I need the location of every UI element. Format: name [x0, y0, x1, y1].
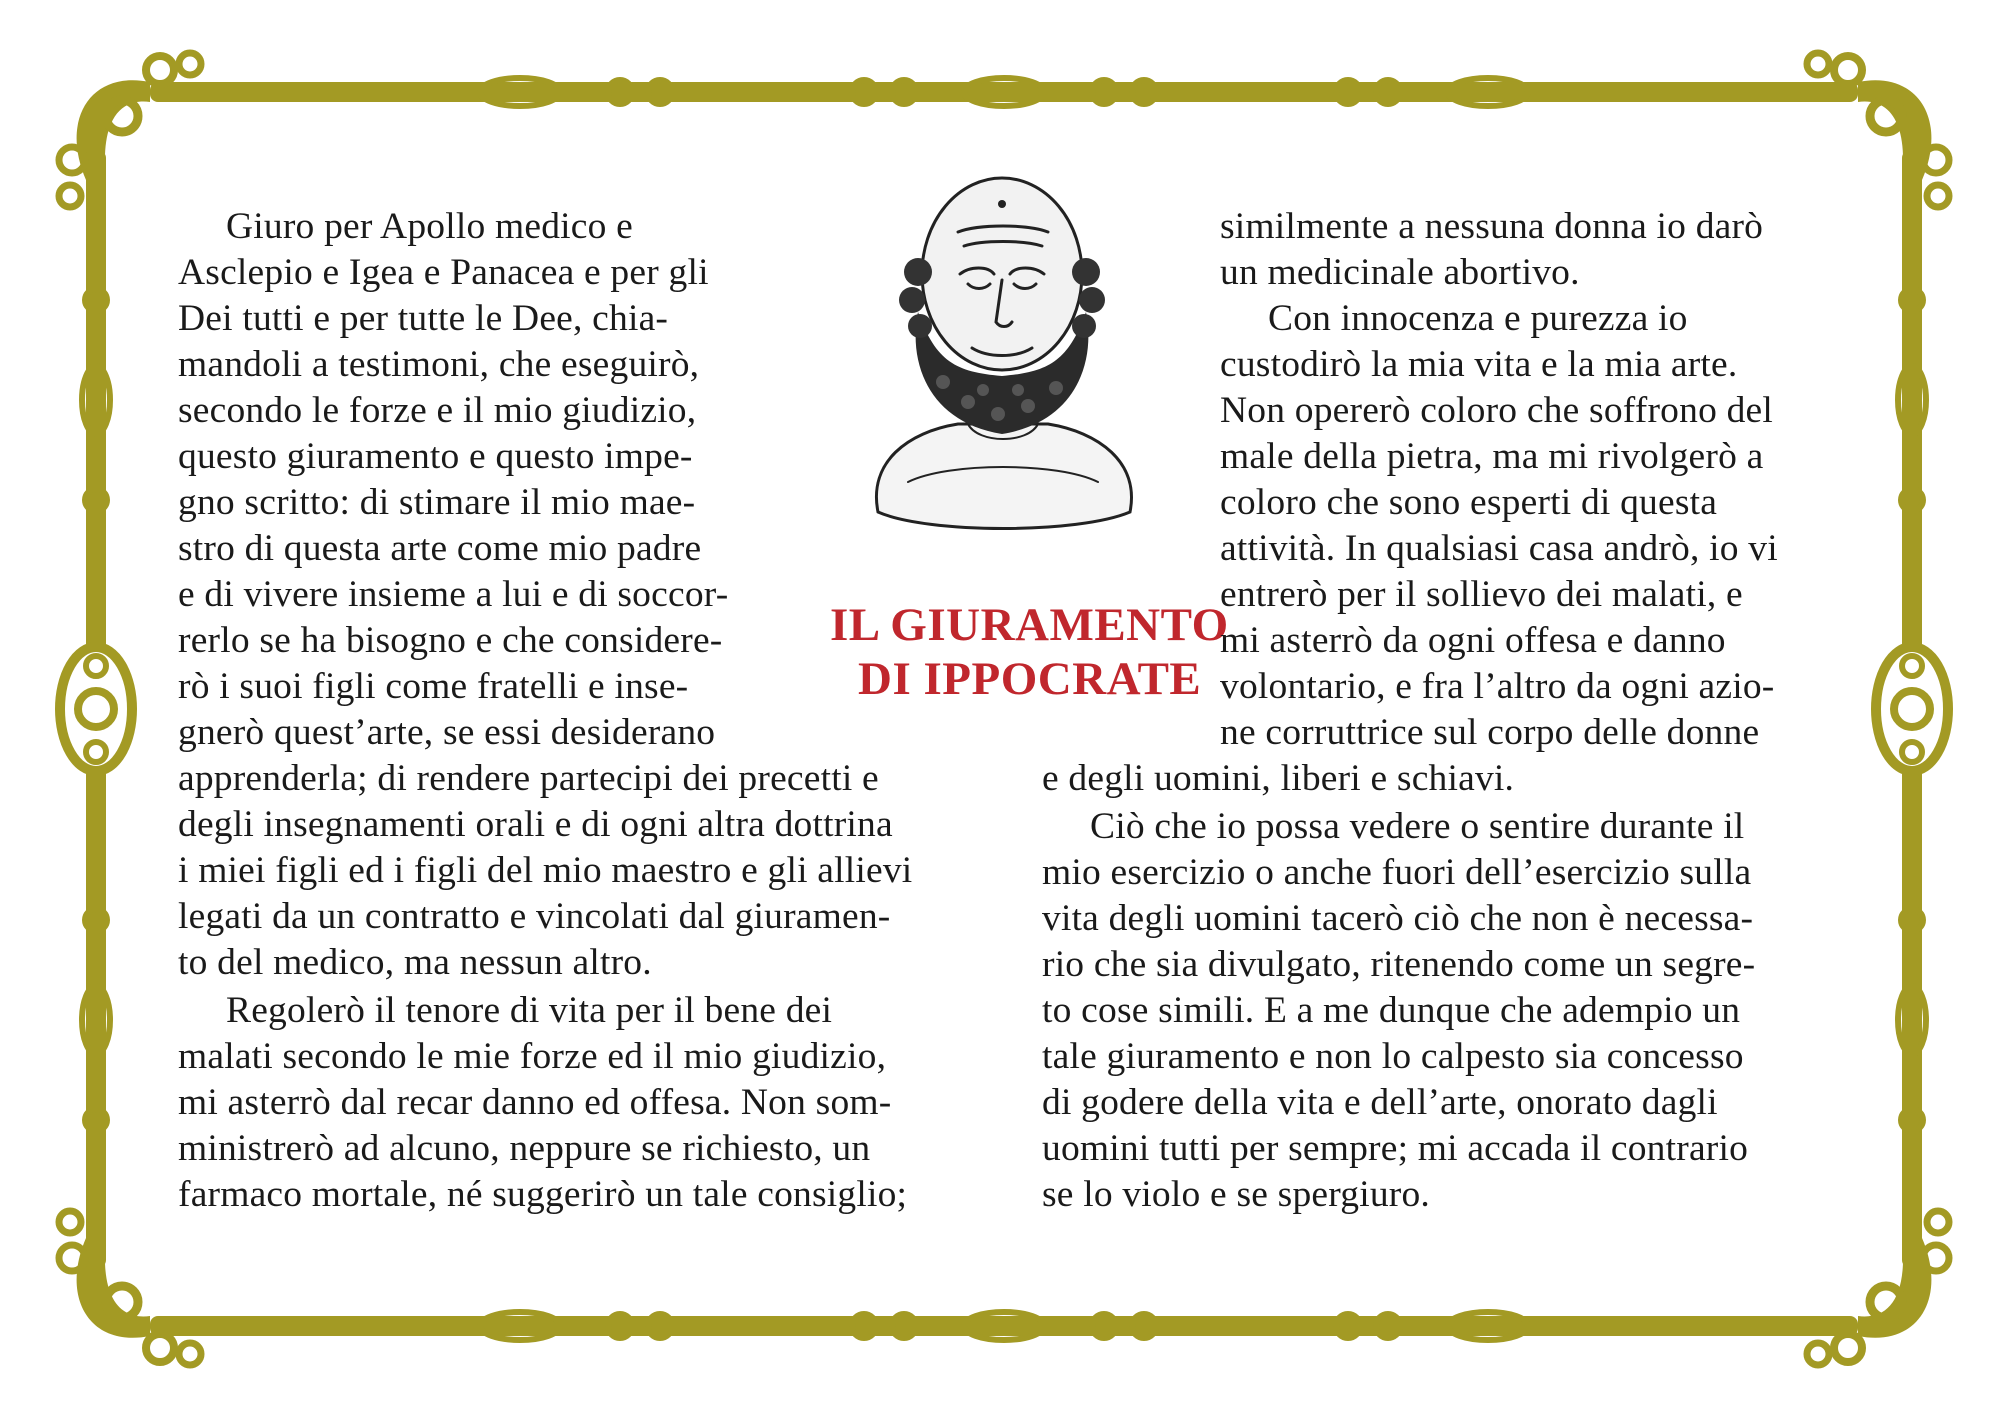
- text-line: Regolerò il tenore di vita per il bene dei: [226, 990, 833, 1031]
- text-line: questo giuramento e questo impe-: [178, 436, 693, 477]
- text-line: mi asterrò dal recar danno ed offesa. Non som-: [178, 1082, 892, 1123]
- text-line: mi asterrò da ogni offesa e danno: [1220, 620, 1726, 661]
- title-line-2: DI IPPOCRATE: [858, 653, 1202, 705]
- text-line: malati secondo le mie forze ed il mio giudizio,: [178, 1036, 887, 1077]
- text-line: degli insegnamenti orali e di ogni altra dottrina: [178, 804, 893, 845]
- title-line-1: IL GIURAMENTO: [830, 599, 1229, 651]
- text-line: di godere della vita e dell’arte, onorato dagli: [1042, 1082, 1718, 1123]
- text-line: uomini tutti per sempre; mi accada il contrario: [1042, 1128, 1749, 1169]
- text-line: attività. In qualsiasi casa andrò, io vi: [1220, 528, 1778, 569]
- text-line: Asclepio e Igea e Panacea e per gli: [178, 252, 709, 293]
- text-line: stro di questa arte come mio padre: [178, 528, 702, 569]
- text-line: Dei tutti e per tutte le Dee, chia-: [178, 298, 669, 339]
- text-line: apprenderla; di rendere partecipi dei precetti e: [178, 758, 879, 799]
- text-line: se lo violo e se spergiuro.: [1042, 1174, 1430, 1215]
- text-line: i miei figli ed i figli del mio maestro e gli allievi: [178, 850, 913, 891]
- text-line: similmente a nessuna donna io darò: [1220, 206, 1764, 247]
- text-line: entrerò per il sollievo dei malati, e: [1220, 574, 1743, 615]
- text-line: tale giuramento e non lo calpesto sia concesso: [1042, 1036, 1744, 1077]
- text-line: mio esercizio o anche fuori dell’esercizio sulla: [1042, 852, 1752, 893]
- text-line: Con innocenza e purezza io: [1268, 298, 1688, 339]
- text-line: coloro che sono esperti di questa: [1220, 482, 1718, 523]
- text-line: male della pietra, ma mi rivolgerò a: [1220, 436, 1764, 477]
- text-line: gno scritto: di stimare il mio mae-: [178, 482, 696, 523]
- text-line: Non opererò coloro che soffrono del: [1220, 390, 1774, 431]
- text-line: rio che sia divulgato, ritenendo come un segre-: [1042, 944, 1756, 985]
- text-line: to cose simili. E a me dunque che adempio un: [1042, 990, 1741, 1031]
- text-line: volontario, e fra l’altro da ogni azio-: [1220, 666, 1775, 707]
- text-line: e degli uomini, liberi e schiavi.: [1042, 758, 1515, 799]
- text-line: ne corruttrice sul corpo delle donne: [1220, 712, 1760, 753]
- text-line: rò i suoi figli come fratelli e inse-: [178, 666, 689, 707]
- text-line: Ciò che io possa vedere o sentire durante il: [1090, 806, 1745, 847]
- text-line: mandoli a testimoni, che eseguirò,: [178, 344, 700, 385]
- text-line: un medicinale abortivo.: [1220, 252, 1580, 293]
- text-line: farmaco mortale, né suggerirò un tale consiglio;: [178, 1174, 908, 1215]
- text-line: to del medico, ma nessun altro.: [178, 942, 652, 983]
- text-line: Giuro per Apollo medico e: [226, 206, 633, 247]
- text-line: custodirò la mia vita e la mia arte.: [1220, 344, 1738, 385]
- text-line: gnerò quest’arte, se essi desiderano: [178, 712, 716, 753]
- text-line: vita degli uomini tacerò ciò che non è necessa-: [1042, 898, 1754, 939]
- text-line: legati da un contratto e vincolati dal giuramen-: [178, 896, 891, 937]
- text-line: e di vivere insieme a lui e di soccor-: [178, 574, 729, 615]
- text-line: rerlo se ha bisogno e che considere-: [178, 620, 723, 661]
- text-line: ministrerò ad alcuno, neppure se richiesto, un: [178, 1128, 871, 1169]
- text-line: secondo le forze e il mio giudizio,: [178, 390, 697, 431]
